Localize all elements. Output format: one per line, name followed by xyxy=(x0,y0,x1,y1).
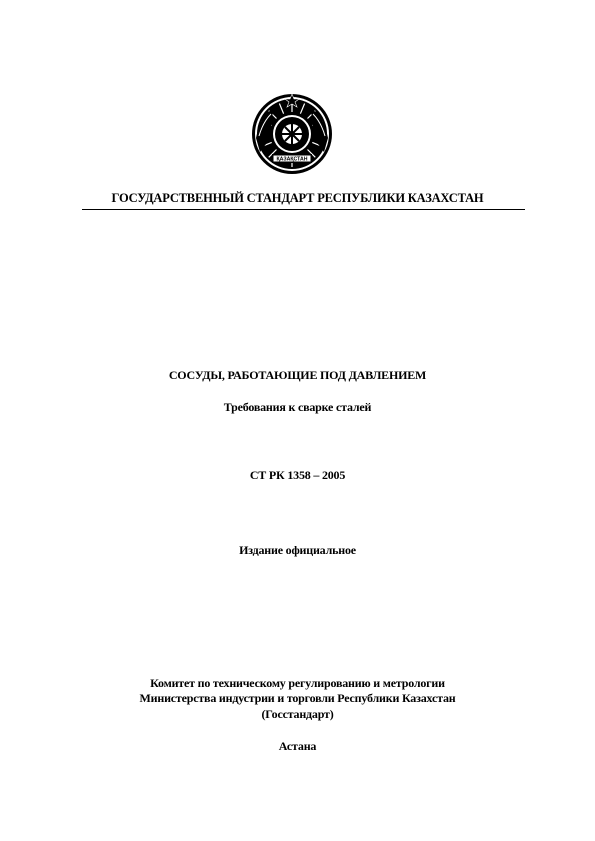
publisher-line-3: (Госстандарт) xyxy=(261,707,334,721)
publisher-line-2: Министерства индустрии и торговли Республики Казахстан xyxy=(139,691,456,705)
header-title: ГОСУДАРСТВЕННЫЙ СТАНДАРТ РЕСПУБЛИКИ КАЗАХСТАН xyxy=(111,191,484,205)
document-subtitle: Требования к сварке сталей xyxy=(223,400,372,414)
state-emblem-icon xyxy=(250,92,334,176)
edition-label: Издание официальное xyxy=(239,543,356,557)
header-divider xyxy=(82,209,525,210)
document-title: СОСУДЫ, РАБОТАЮЩИЕ ПОД ДАВЛЕНИЕМ xyxy=(168,368,427,382)
publisher-line-1: Комитет по техническому регулированию и метрологии xyxy=(150,676,445,690)
publication-city: Астана xyxy=(278,739,317,753)
emblem-banner-text: ҚАЗАҚСТАН xyxy=(276,156,308,163)
document-code: СТ РК 1358 – 2005 xyxy=(249,468,346,482)
